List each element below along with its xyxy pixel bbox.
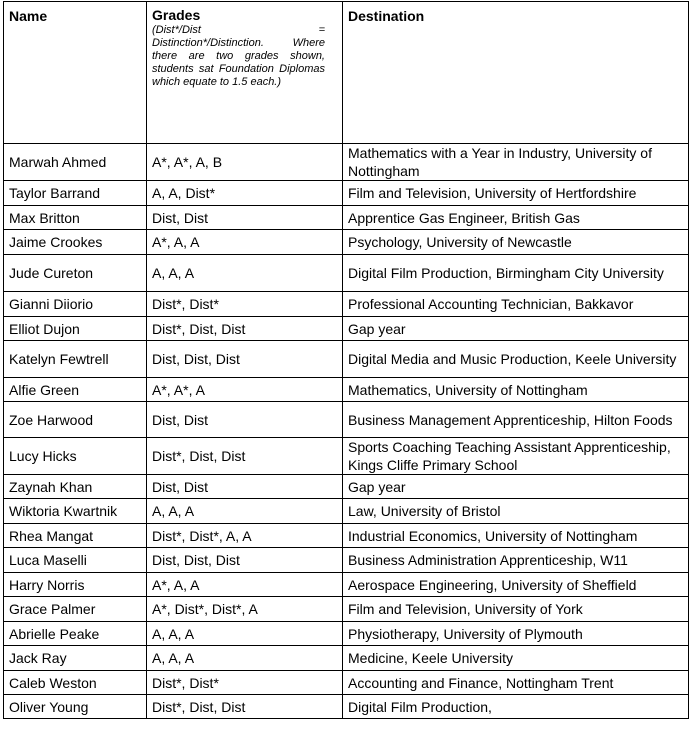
table-row — [4, 646, 689, 671]
table-row — [4, 671, 689, 695]
destination-cell: Apprentice Gas Engineer, British Gas — [343, 206, 689, 230]
header-grades — [147, 2, 343, 144]
table-row — [4, 181, 689, 206]
header-row — [4, 2, 689, 144]
table-row — [4, 573, 689, 597]
grades-cell: Dist, Dist, Dist — [147, 341, 343, 378]
destination-cell: Aerospace Engineering, University of Sheffield — [343, 573, 689, 597]
table-row — [4, 292, 689, 317]
grades-cell: A, A, A — [147, 255, 343, 292]
destination-cell: Industrial Economics, University of Nottingham — [343, 524, 689, 548]
destination-cell: Film and Television, University of Hertfordshire — [343, 181, 689, 206]
table-row — [4, 317, 689, 341]
table-body — [4, 144, 689, 719]
grades-cell: Dist*, Dist, Dist — [147, 695, 343, 719]
student-name-cell: Taylor Barrand — [4, 181, 147, 206]
student-name-cell: Oliver Young — [4, 695, 147, 719]
student-name-cell: Abrielle Peake — [4, 622, 147, 646]
table-row — [4, 402, 689, 438]
destination-cell: Psychology, University of Newcastle — [343, 230, 689, 255]
destination-cell: Medicine, Keele University — [343, 646, 689, 671]
table-row — [4, 341, 689, 378]
grades-cell: A*, A*, A — [147, 378, 343, 402]
destination-cell: Business Management Apprenticeship, Hilton Foods — [343, 402, 689, 438]
destination-cell: Mathematics with a Year in Industry, University of Nottingham — [343, 144, 689, 181]
grades-cell: Dist*, Dist*, A, A — [147, 524, 343, 548]
table-row — [4, 230, 689, 255]
destination-cell: Film and Television, University of York — [343, 597, 689, 622]
destination-cell: Professional Accounting Technician, Bakkavor — [343, 292, 689, 317]
student-name-cell: Caleb Weston — [4, 671, 147, 695]
grades-cell: A*, A*, A, B — [147, 144, 343, 181]
grades-cell: Dist, Dist — [147, 402, 343, 438]
table-row — [4, 548, 689, 573]
destination-cell: Business Administration Apprenticeship, W11 — [343, 548, 689, 573]
student-name-cell: Luca Maselli — [4, 548, 147, 573]
grades-cell: Dist, Dist — [147, 206, 343, 230]
grades-cell: A, A, A — [147, 646, 343, 671]
grades-cell: Dist*, Dist, Dist — [147, 317, 343, 341]
student-name-cell: Marwah Ahmed — [4, 144, 147, 181]
results-table — [3, 1, 689, 719]
grades-cell: Dist, Dist — [147, 475, 343, 499]
student-name-cell: Grace Palmer — [4, 597, 147, 622]
grades-cell: Dist, Dist, Dist — [147, 548, 343, 573]
destination-cell: Law, University of Bristol — [343, 499, 689, 524]
destination-cell: Accounting and Finance, Nottingham Trent — [343, 671, 689, 695]
table-row — [4, 597, 689, 622]
grades-cell: A*, Dist*, Dist*, A — [147, 597, 343, 622]
destination-cell: Gap year — [343, 317, 689, 341]
grades-cell: A*, A, A — [147, 230, 343, 255]
student-name-cell: Lucy Hicks — [4, 438, 147, 475]
table-row — [4, 695, 689, 719]
header-name: Name — [4, 2, 147, 144]
grades-cell: A, A, A — [147, 622, 343, 646]
grades-cell: Dist*, Dist* — [147, 292, 343, 317]
student-name-cell: Zaynah Khan — [4, 475, 147, 499]
destination-cell: Digital Film Production, — [343, 695, 689, 719]
destination-cell: Gap year — [343, 475, 689, 499]
student-name-cell: Katelyn Fewtrell — [4, 341, 147, 378]
destination-cell: Digital Media and Music Production, Keele University — [343, 341, 689, 378]
table-row — [4, 255, 689, 292]
table-row — [4, 144, 689, 181]
student-name-cell: Wiktoria Kwartnik — [4, 499, 147, 524]
student-name-cell: Jack Ray — [4, 646, 147, 671]
student-name-cell: Jude Cureton — [4, 255, 147, 292]
student-name-cell: Gianni Diiorio — [4, 292, 147, 317]
student-name-cell: Jaime Crookes — [4, 230, 147, 255]
student-name-cell: Elliot Dujon — [4, 317, 147, 341]
table-row — [4, 524, 689, 548]
grades-cell: Dist*, Dist, Dist — [147, 438, 343, 475]
table-row — [4, 438, 689, 475]
grades-note: (Dist*/Dist = Distinction*/Distinction. Where there are two grades shown, students sat Foundation Diplomas which equate to 1.5 each.) — [152, 24, 325, 88]
student-name-cell: Alfie Green — [4, 378, 147, 402]
destination-cell: Physiotherapy, University of Plymouth — [343, 622, 689, 646]
grades-cell: A, A, Dist* — [147, 181, 343, 206]
table-row — [4, 206, 689, 230]
table-row — [4, 475, 689, 499]
header-grades-title: Grades — [152, 7, 201, 23]
grades-cell: A, A, A — [147, 499, 343, 524]
student-name-cell: Harry Norris — [4, 573, 147, 597]
destination-cell: Mathematics, University of Nottingham — [343, 378, 689, 402]
table-row — [4, 499, 689, 524]
destination-cell: Sports Coaching Teaching Assistant Apprenticeship, Kings Cliffe Primary School — [343, 438, 689, 475]
student-name-cell: Rhea Mangat — [4, 524, 147, 548]
student-name-cell: Zoe Harwood — [4, 402, 147, 438]
student-name-cell: Max Britton — [4, 206, 147, 230]
destination-cell: Digital Film Production, Birmingham City University — [343, 255, 689, 292]
table-row — [4, 378, 689, 402]
table-row — [4, 622, 689, 646]
grades-cell: Dist*, Dist* — [147, 671, 343, 695]
header-destination: Destination — [343, 2, 689, 144]
grades-cell: A*, A, A — [147, 573, 343, 597]
